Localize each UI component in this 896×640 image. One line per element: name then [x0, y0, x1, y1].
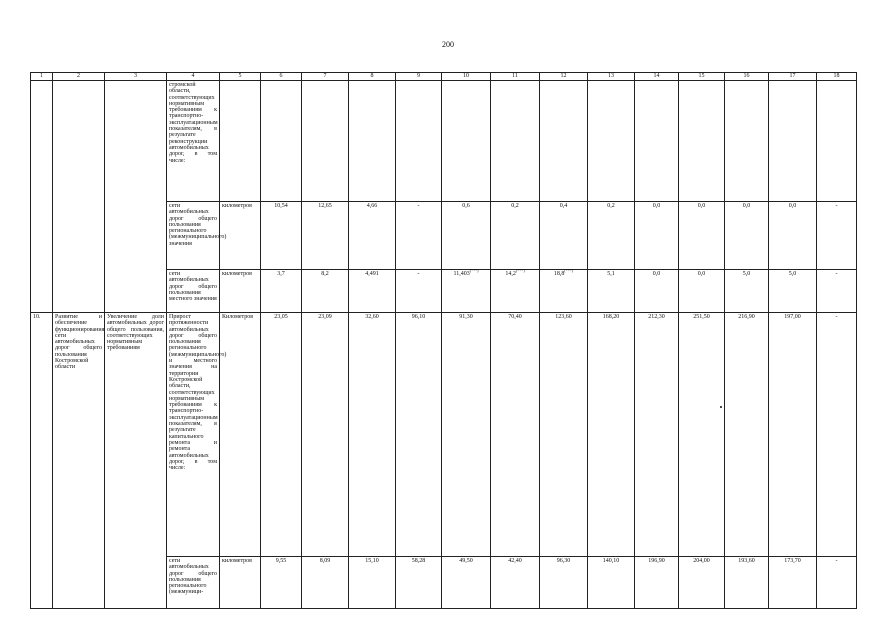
- value-cell: 193,60: [725, 557, 769, 609]
- value-cell: 5,1: [588, 270, 635, 313]
- value-cell: 9,55: [261, 557, 302, 609]
- program-name-cell: [53, 81, 105, 313]
- col-header-3: 3: [105, 73, 167, 81]
- value-cell: 91,30: [442, 313, 491, 557]
- value-cell: 8,09: [302, 557, 349, 609]
- value-cell: 197,00: [769, 313, 817, 557]
- unit-cell: [220, 81, 261, 202]
- value-cell: 0,0: [679, 270, 725, 313]
- value-cell: 0,2: [491, 202, 540, 270]
- page-number: 200: [442, 40, 454, 49]
- value-cell: -: [817, 557, 857, 609]
- value-cell: 5,0: [769, 270, 817, 313]
- table-row: [31, 81, 857, 202]
- value-cell: -: [396, 202, 442, 270]
- value-cell: 23,09: [302, 313, 349, 557]
- value-cell: 42,40: [491, 557, 540, 609]
- value-text: 11,403: [453, 271, 470, 277]
- value-cell: -: [817, 313, 857, 557]
- value-cell: 58,28: [396, 557, 442, 609]
- goal-cell: [105, 81, 167, 313]
- col-header-13: 13: [588, 73, 635, 81]
- footnote-mark: (***): [564, 268, 574, 273]
- column-number-row: [31, 73, 857, 81]
- program-name-cell: Развитие и обеспечение функционирования сети автомобильных дорог общего пользования Костромской области: [53, 313, 105, 609]
- value-cell: 140,10: [588, 557, 635, 609]
- col-header-5: 5: [220, 73, 261, 81]
- value-cell: 0,0: [679, 202, 725, 270]
- value-cell: 0,0: [769, 202, 817, 270]
- col-header-7: 7: [302, 73, 349, 81]
- indicator-name-cell: сети автомобильных дорог общего пользования регионального (межмуниципального) значения: [167, 202, 220, 270]
- row-number-cell: [31, 81, 53, 313]
- value-cell: 4,491: [349, 270, 396, 313]
- col-header-9: 9: [396, 73, 442, 81]
- value-cell: 0,0: [725, 202, 769, 270]
- value-cell: 49,50: [442, 557, 491, 609]
- col-header-4: 4: [167, 73, 220, 81]
- value-cell: 4,66: [349, 202, 396, 270]
- unit-cell: Километров: [220, 313, 261, 557]
- col-header-12: 12: [540, 73, 588, 81]
- value-cell: 0,4: [540, 202, 588, 270]
- indicator-name-cell: сети автомобильных дорог общего пользования регионального (межмуници-: [167, 557, 220, 609]
- value-cell: 70,40: [491, 313, 540, 557]
- value-text: 14,2: [505, 271, 516, 277]
- value-cell: 3,7: [261, 270, 302, 313]
- goal-cell: Увеличение доли автомобильных дорог общего пользования, соответствующих нормативным требованиям: [105, 313, 167, 609]
- value-cell: 212,30: [635, 313, 679, 557]
- footnote-mark: (***): [515, 268, 525, 273]
- indicator-name-cell: стромской области, соответствующих нормативным требованиям к транспортно-эксплуатационным показателям, в результате реконструкции автомобильных дорог, в том числе:: [167, 81, 220, 202]
- col-header-8: 8: [349, 73, 396, 81]
- value-text: 18,8: [553, 271, 565, 277]
- value-cell: 0,0: [635, 270, 679, 313]
- unit-cell: километров: [220, 270, 261, 313]
- col-header-6: 6: [261, 73, 302, 81]
- indicator-name-cell: Прирост протяженности автомобильных дорог общего пользования регионального (межмуниципального) и местного значения на территории Костромской области, соответствующих нормативным требованиям к транспортно-эксплуатационным показателям, в результате капитального ремонта и ремонта автомобильных дорог, в том числе:: [167, 313, 220, 557]
- value-cell: 96,30: [540, 557, 588, 609]
- value-cell: 96,10: [396, 313, 442, 557]
- col-header-2: 2: [53, 73, 105, 81]
- indicator-name-cell: сети автомобильных дорог общего пользования местного значения: [167, 270, 220, 313]
- value-cell: 32,60: [349, 313, 396, 557]
- value-cell: 251,50: [679, 313, 725, 557]
- value-cell: -: [817, 270, 857, 313]
- col-header-10: 10: [442, 73, 491, 81]
- footnote-mark: (***): [469, 268, 479, 273]
- value-cell: 196,90: [635, 557, 679, 609]
- col-header-11: 11: [491, 73, 540, 81]
- value-cell: [442, 270, 491, 313]
- unit-cell: километров: [220, 202, 261, 270]
- value-cell: 123,60: [540, 313, 588, 557]
- col-header-16: 16: [725, 73, 769, 81]
- value-cell: 10,54: [261, 202, 302, 270]
- value-cell: -: [817, 202, 857, 270]
- value-cell: 173,70: [769, 557, 817, 609]
- scan-speck: [720, 406, 722, 408]
- value-cell: 15,10: [349, 557, 396, 609]
- value-cell: 0,2: [588, 202, 635, 270]
- value-cell: 204,00: [679, 557, 725, 609]
- value-cell: [491, 270, 540, 313]
- col-header-14: 14: [635, 73, 679, 81]
- row-number-cell: 10.: [31, 313, 53, 609]
- value-cell: 0,0: [635, 202, 679, 270]
- value-cell: 12,65: [302, 202, 349, 270]
- value-cell: 8,2: [302, 270, 349, 313]
- col-header-17: 17: [769, 73, 817, 81]
- value-cell: 23,05: [261, 313, 302, 557]
- col-header-1: 1: [31, 73, 53, 81]
- value-cell: 216,90: [725, 313, 769, 557]
- col-header-18: 18: [817, 73, 857, 81]
- unit-cell: километров: [220, 557, 261, 609]
- value-cell: -: [396, 270, 442, 313]
- col-header-15: 15: [679, 73, 725, 81]
- value-cell: 5,0: [725, 270, 769, 313]
- value-cell: [540, 270, 588, 313]
- value-cell: 168,20: [588, 313, 635, 557]
- table-row: [31, 313, 857, 557]
- indicators-table: [30, 72, 857, 609]
- value-cell: 0,6: [442, 202, 491, 270]
